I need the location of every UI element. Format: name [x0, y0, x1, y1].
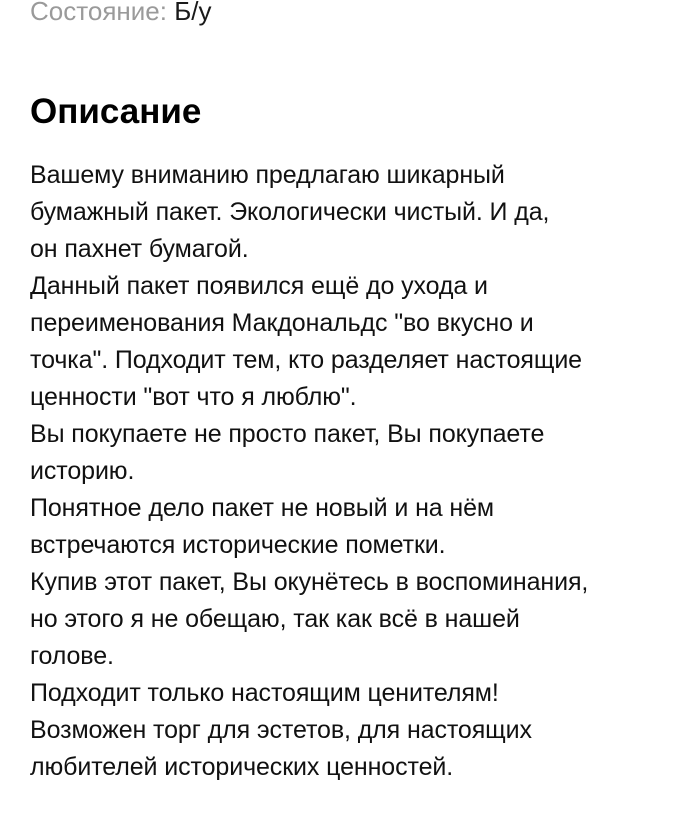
condition-label: Состояние:	[30, 0, 175, 26]
description-line: Подходит только настоящим ценителям!	[30, 679, 499, 707]
description-line: встречаются исторические пометки.	[30, 531, 446, 559]
description-line: Вашему вниманию предлагаю шикарный	[30, 161, 505, 189]
condition-row	[30, 0, 211, 28]
description-line: Купив этот пакет, Вы окунётесь в воспоминания,	[30, 568, 589, 596]
description-line: ценности "вот что я люблю".	[30, 383, 357, 411]
description-title: Описание	[30, 92, 202, 131]
description-line: он пахнет бумагой.	[30, 235, 249, 263]
description-text	[30, 157, 690, 786]
description-line: Понятное дело пакет не новый и на нём	[30, 494, 495, 522]
description-line: точка". Подходит тем, кто разделяет настоящие	[30, 346, 582, 374]
description-line: Вы покупаете не просто пакет, Вы покупаете	[30, 420, 545, 448]
description-line: Данный пакет появился ещё до ухода и	[30, 272, 488, 300]
condition-value: Б/у	[174, 0, 212, 26]
description-line: историю.	[30, 457, 135, 485]
description-line: но этого я не обещаю, так как всё в нашей	[30, 605, 520, 633]
description-line: Возможен торг для эстетов, для настоящих	[30, 716, 532, 744]
description-line: голове.	[30, 642, 114, 670]
description-line: переименования Макдональдс "во вкусно и	[30, 309, 534, 337]
description-line: бумажный пакет. Экологически чистый. И да,	[30, 198, 550, 226]
description-line: любителей исторических ценностей.	[30, 753, 454, 781]
